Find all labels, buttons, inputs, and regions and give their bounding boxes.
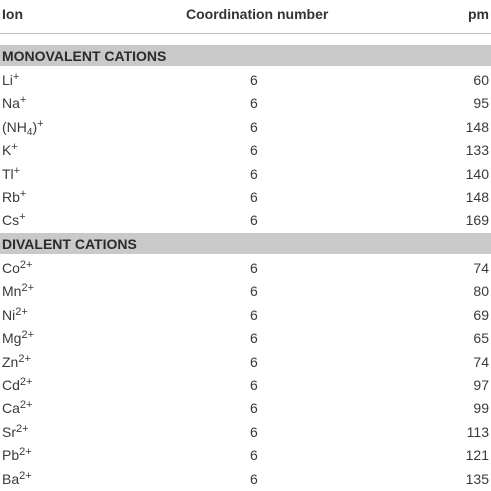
- table-row: [0, 397, 491, 420]
- ion-charge: 2+: [16, 422, 29, 435]
- table-row: [0, 139, 491, 162]
- ion-symbol: Mg: [2, 330, 22, 347]
- pm-value-cell: 169: [465, 212, 489, 229]
- ion-cell: [2, 283, 34, 299]
- table-row: [0, 257, 491, 280]
- pm-value-cell: 135: [465, 470, 489, 487]
- ion-charge: 2+: [19, 259, 33, 271]
- ion-symbol: Ca: [2, 400, 20, 417]
- pm-value-cell: 113: [466, 423, 489, 440]
- ion-symbol: Li: [2, 72, 13, 88]
- ion-symbol: Sr: [2, 423, 16, 440]
- coordination-number-cell: 6: [250, 260, 258, 276]
- ion-charge: +: [19, 211, 26, 224]
- pm-value-cell: 69: [473, 306, 489, 323]
- ion-charge: 2+: [21, 282, 34, 295]
- table-row: [0, 421, 491, 444]
- ion-cell: [2, 471, 32, 487]
- ion-cell: [2, 447, 32, 463]
- section-header-row: [0, 45, 491, 66]
- ion-cell: [2, 166, 20, 182]
- ion-cell: [2, 142, 18, 158]
- ion-symbol: K: [2, 142, 12, 159]
- ion-charge: 2+: [18, 352, 31, 365]
- pm-value-cell: 60: [473, 72, 489, 88]
- coordination-number-cell: 6: [250, 377, 258, 393]
- pm-value-cell: 133: [465, 142, 489, 159]
- coordination-number-cell: 6: [250, 142, 258, 159]
- ion-cell: [2, 424, 29, 440]
- coordination-number-cell: 6: [250, 212, 258, 229]
- coordination-number-cell: 6: [250, 447, 258, 464]
- ion-symbol: Co: [2, 260, 20, 276]
- table-header-row: [0, 0, 491, 34]
- ion-cell: [2, 354, 31, 370]
- section-title: MONOVALENT CATIONS: [2, 48, 167, 64]
- ion-cell: [2, 117, 44, 138]
- ion-charge: +: [37, 117, 44, 130]
- ion-charge: 2+: [21, 329, 34, 342]
- coordination-number-cell: 6: [250, 423, 258, 440]
- coordination-number-cell: 6: [250, 118, 258, 135]
- ion-charge: +: [19, 188, 27, 200]
- ion-cell: [2, 72, 19, 88]
- ion-cell: [2, 377, 32, 393]
- ion-symbol: Rb: [2, 189, 20, 205]
- ion-cell: [2, 307, 28, 323]
- pm-value-cell: 80: [473, 283, 489, 300]
- ion-cell: [2, 212, 26, 228]
- ion-charge: +: [12, 71, 20, 83]
- ion-symbol: Na: [2, 95, 20, 112]
- ion-charge: 2+: [19, 446, 32, 459]
- pm-value-cell: 95: [473, 95, 489, 112]
- coordination-number-cell: 6: [250, 165, 258, 182]
- pm-value-cell: 99: [473, 400, 489, 417]
- ion-symbol: Pb: [2, 447, 20, 464]
- pm-value-cell: 74: [473, 260, 489, 276]
- header-coordination-number: Coordination number: [186, 6, 329, 22]
- ion-charge: +: [19, 94, 27, 107]
- ion-symbol: Cs: [2, 212, 20, 229]
- table-row: [0, 304, 491, 327]
- ion-charge: +: [11, 141, 18, 154]
- ion-subscript: 4: [26, 126, 33, 138]
- ion-cell: [2, 330, 34, 346]
- coordination-number-cell: 6: [250, 470, 258, 487]
- ion-symbol: Zn: [2, 353, 19, 370]
- table-row: [0, 444, 491, 467]
- pm-value-cell: 121: [465, 447, 489, 464]
- table-row: [0, 468, 491, 491]
- table-row: [0, 280, 491, 303]
- pm-value-cell: 65: [473, 330, 489, 347]
- ion-symbol: Tl: [2, 165, 14, 182]
- ion-cell: [2, 400, 32, 416]
- section-title: DIVALENT CATIONS: [2, 236, 137, 252]
- pm-value-cell: 74: [473, 353, 489, 370]
- ion-symbol: Ni: [2, 306, 16, 323]
- ion-symbol-tail: ): [32, 118, 38, 135]
- coordination-number-cell: 6: [250, 330, 258, 347]
- pm-value-cell: 140: [465, 165, 489, 182]
- ion-cell: [2, 189, 26, 205]
- pm-value-cell: 97: [473, 377, 489, 393]
- section-header-row: [0, 233, 491, 254]
- ion-charge: 2+: [19, 469, 32, 482]
- pm-value-cell: 148: [465, 118, 489, 135]
- ion-charge: 2+: [19, 376, 33, 388]
- coordination-number-cell: 6: [250, 189, 258, 205]
- table-row: [0, 116, 491, 139]
- table-row: [0, 186, 491, 209]
- ion-symbol: Cd: [2, 377, 20, 393]
- pm-value-cell: 148: [465, 189, 489, 205]
- table-row: [0, 209, 491, 232]
- table-row: [0, 351, 491, 374]
- table-row: [0, 92, 491, 115]
- coordination-number-cell: 6: [250, 72, 258, 88]
- ion-charge: 2+: [15, 305, 28, 318]
- ion-cell: [2, 260, 32, 276]
- ion-symbol: Mn: [2, 283, 22, 300]
- table-row: [0, 163, 491, 186]
- table-row: [0, 374, 491, 397]
- ion-charge: +: [13, 164, 21, 177]
- ion-symbol: (NH: [2, 118, 27, 135]
- ion-charge: 2+: [19, 399, 33, 412]
- coordination-number-cell: 6: [250, 400, 258, 417]
- header-pm: pm: [468, 6, 489, 22]
- coordination-number-cell: 6: [250, 283, 258, 300]
- header-ion: Ion: [2, 6, 23, 22]
- ion-symbol: Ba: [2, 470, 20, 487]
- ion-cell: [2, 95, 26, 111]
- coordination-number-cell: 6: [250, 353, 258, 370]
- coordination-number-cell: 6: [250, 95, 258, 112]
- coordination-number-cell: 6: [250, 306, 258, 323]
- table-row: [0, 69, 491, 92]
- table-row: [0, 327, 491, 350]
